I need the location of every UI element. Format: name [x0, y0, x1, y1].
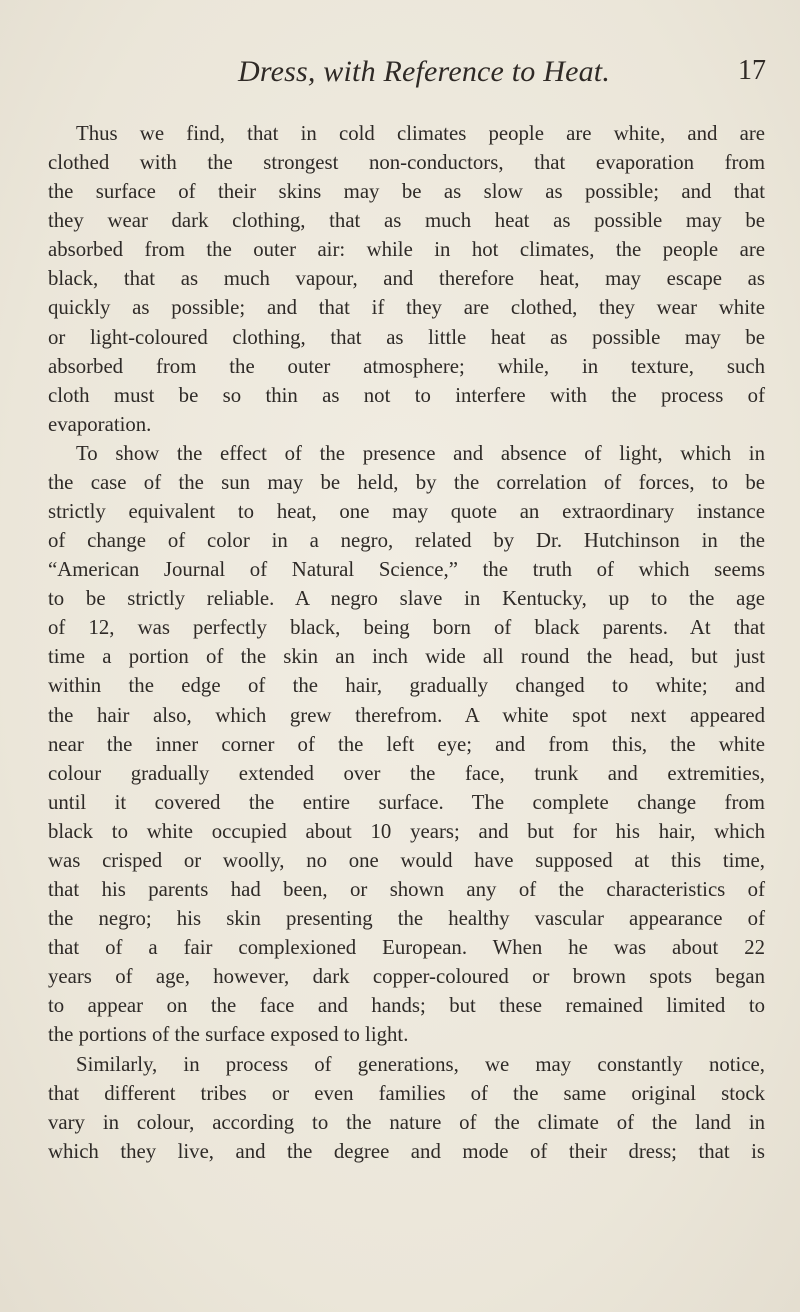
text-line: Thus we find, that in cold climates people are white, and are — [76, 122, 765, 145]
text-line: quickly as possible; and that if they are clothed, they wear white — [48, 296, 765, 320]
text-line: the negro; his skin presenting the healthy vascular appearance of — [48, 907, 765, 931]
body-text — [48, 119, 765, 1166]
page-header — [0, 55, 800, 95]
text-line: or light-coloured clothing, that as little heat as possible may be — [48, 325, 765, 349]
text-line: the surface of their skins may be as slow as possible; and that — [48, 180, 765, 204]
text-line: that of a fair complexioned European. When he was about 22 — [48, 936, 765, 960]
text-line: near the inner corner of the left eye; and from this, the white — [48, 732, 765, 756]
text-line: black, that as much vapour, and therefore heat, may escape as — [48, 267, 765, 291]
text-line: absorbed from the outer atmosphere; while, in texture, such — [48, 354, 765, 378]
text-line: colour gradually extended over the face, trunk and extremities, — [48, 761, 765, 785]
text-line: years of age, however, dark copper-coloured or brown spots began — [48, 965, 765, 989]
text-line: the portions of the surface exposed to light. — [48, 1023, 409, 1047]
text-line: that his parents had been, or shown any of the characteristics of — [48, 878, 765, 902]
text-line: black to white occupied about 10 years; and but for his hair, which — [48, 819, 765, 843]
text-line: to appear on the face and hands; but these remained limited to — [48, 994, 765, 1018]
text-line: to be strictly reliable. A negro slave in Kentucky, up to the age — [48, 587, 765, 611]
text-line: of change of color in a negro, related by Dr. Hutchinson in the — [48, 529, 765, 553]
text-line: “American Journal of Natural Science,” the truth of which seems — [48, 558, 765, 582]
text-line: To show the effect of the presence and absence of light, which in — [76, 441, 765, 465]
text-line: clothed with the strongest non-conductors, that evaporation from — [48, 151, 765, 175]
text-line: which they live, and the degree and mode of their dress; that is — [48, 1139, 765, 1163]
text-line: was crisped or woolly, no one would have supposed at this time, — [48, 848, 765, 872]
text-line: strictly equivalent to heat, one may quote an extraordinary instance — [48, 500, 765, 524]
text-line: the hair also, which grew therefrom. A white spot next appeared — [48, 703, 765, 727]
text-line: of 12, was perfectly black, being born of black parents. At that — [48, 616, 765, 640]
text-line: cloth must be so thin as not to interfere with the process of — [48, 383, 765, 407]
running-head: Dress, with Reference to Heat. — [238, 55, 611, 88]
text-line: within the edge of the hair, gradually changed to white; and — [48, 674, 765, 698]
text-line: the case of the sun may be held, by the correlation of forces, to be — [48, 470, 765, 494]
text-line: until it covered the entire surface. The complete change from — [48, 790, 765, 814]
text-line: that different tribes or even families of the same original stock — [48, 1081, 765, 1105]
text-line: time a portion of the skin an inch wide all round the head, but just — [48, 645, 765, 669]
text-line: vary in colour, according to the nature of the climate of the land in — [48, 1110, 765, 1134]
text-line: evaporation. — [48, 412, 152, 436]
text-line: Similarly, in process of generations, we may constantly notice, — [76, 1052, 765, 1076]
text-line: absorbed from the outer air: while in hot climates, the people are — [48, 238, 765, 262]
page-number: 17 — [738, 55, 766, 86]
text-line: they wear dark clothing, that as much heat as possible may be — [48, 209, 765, 233]
